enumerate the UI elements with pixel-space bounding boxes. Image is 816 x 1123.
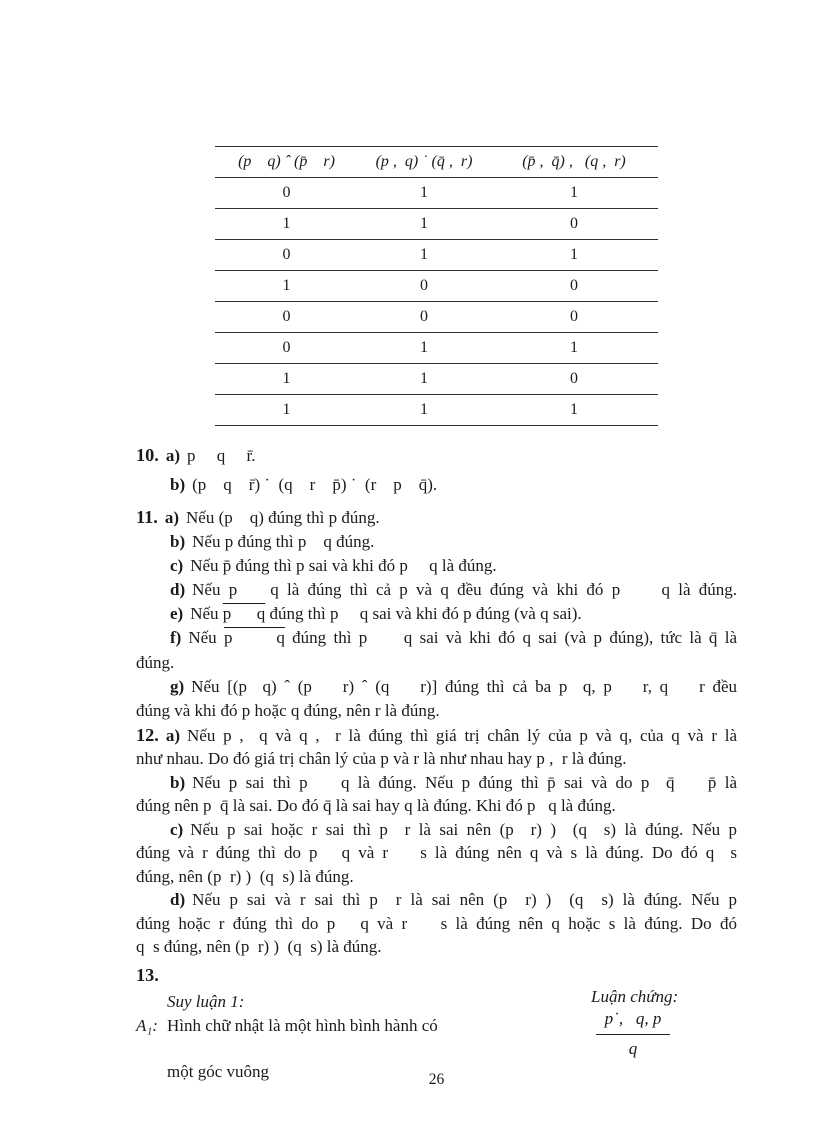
item-12 bbox=[136, 724, 737, 959]
item-12d-label: d) bbox=[170, 890, 186, 910]
table-cell: 0 bbox=[358, 302, 490, 333]
item-11g-label: g) bbox=[170, 676, 185, 696]
item-11e-line bbox=[136, 602, 737, 626]
item-10b-label: b) bbox=[170, 475, 186, 494]
item-10b-line bbox=[136, 470, 737, 499]
table-row bbox=[215, 333, 658, 364]
table-cell: 0 bbox=[358, 271, 490, 302]
item-10a-formula: p q r̄. bbox=[187, 446, 256, 465]
table-cell: 0 bbox=[490, 302, 658, 333]
item-11e-text-cont: đúng thì p q sai và khi đó p đúng (và q sai). bbox=[265, 604, 582, 624]
a1-text-line-2: một góc vuông bbox=[167, 1061, 269, 1081]
overline-expression: p q bbox=[222, 604, 266, 624]
page-content bbox=[136, 0, 737, 1092]
item-10a-line bbox=[136, 441, 737, 470]
item-12d-line-3: q s đúng, nên (p r) ) (q s) là đúng. bbox=[136, 937, 382, 957]
table-cell: 1 bbox=[490, 240, 658, 271]
item-12c-label: c) bbox=[170, 819, 184, 839]
table-cell: 0 bbox=[490, 271, 658, 302]
table-cell: 1 bbox=[358, 240, 490, 271]
item-12d-line-1 bbox=[136, 888, 737, 912]
table-row bbox=[215, 209, 658, 240]
table-header-cell: (p , q) ˙ (q̄ , r) bbox=[358, 147, 490, 178]
item-11f-text: Nếu bbox=[188, 628, 224, 648]
table-cell: 0 bbox=[215, 333, 358, 364]
page-number: 26 bbox=[428, 1071, 445, 1088]
item-11a-label: a) bbox=[164, 508, 180, 527]
item-12b-label: b) bbox=[170, 772, 186, 792]
item-12a-line-2: như nhau. Do đó giá trị chân lý của p và r là như nhau hay p , r là đúng. bbox=[136, 749, 627, 769]
table-cell: 1 bbox=[490, 395, 658, 426]
item-12c-line-2: đúng và r đúng thì do p q và r s là đúng nên q và s là đúng. Do đó q s bbox=[136, 843, 737, 863]
table-cell: 0 bbox=[215, 178, 358, 209]
item-12c-line-1 bbox=[136, 818, 737, 842]
table-cell: 1 bbox=[490, 333, 658, 364]
item-11d-text: Nếu p q là đúng thì cả p và q đều đúng và khi đó p q là đúng. bbox=[192, 580, 737, 600]
table-cell: 0 bbox=[215, 240, 358, 271]
argument-title: Luận chứng: bbox=[591, 986, 679, 1006]
item-11a-text: Nếu (p q) đúng thì p đúng. bbox=[186, 508, 380, 527]
item-12c-line-3: đúng, nên (p r) ) (q s) là đúng. bbox=[136, 866, 354, 886]
item-10b-formula: (p q r̄) ˙ (q r p̄) ˙ (r p q̄). bbox=[192, 475, 438, 494]
a1-text-line-1: Hình chữ nhật là một hình bình hành có bbox=[166, 1015, 438, 1035]
fraction-denominator: q bbox=[628, 1038, 638, 1058]
item-12b-text-1: Nếu p sai thì p q là đúng. Nếu p đúng thì p̄ sai và do p q̄ p̄ là bbox=[192, 772, 737, 792]
item-11f-text-cont: đúng thì p q sai và khi đó q sai (và p đúng), tức là q̄ là bbox=[284, 628, 738, 648]
item-11c-line bbox=[136, 554, 737, 578]
item-11c-text: Nếu p̄ đúng thì p sai và khi đó p q là đúng. bbox=[190, 556, 497, 576]
table-cell: 1 bbox=[358, 333, 490, 364]
table-cell: 0 bbox=[490, 209, 658, 240]
table-header-cell: (p q) ˆ (p̄ r) bbox=[215, 147, 358, 178]
table-header-cell: (p̄ , q̄) , (q , r) bbox=[490, 147, 658, 178]
table-cell: 1 bbox=[215, 395, 358, 426]
table-cell: 1 bbox=[215, 364, 358, 395]
table-row bbox=[215, 178, 658, 209]
table-cell: 1 bbox=[358, 395, 490, 426]
item-11 bbox=[136, 505, 737, 723]
table-cell: 1 bbox=[358, 209, 490, 240]
truth-table bbox=[215, 146, 658, 426]
item-11b-line bbox=[136, 530, 737, 554]
item-11f-line bbox=[136, 626, 737, 650]
item-11f-label: f) bbox=[170, 628, 182, 648]
table-row bbox=[215, 271, 658, 302]
item-12b-line-1 bbox=[136, 771, 737, 795]
table-cell: 0 bbox=[215, 302, 358, 333]
item-10 bbox=[136, 441, 737, 499]
reasoning-title: Suy luận 1: bbox=[167, 991, 245, 1011]
table-row bbox=[215, 395, 658, 426]
table-cell: 1 bbox=[215, 271, 358, 302]
table-cell: 0 bbox=[490, 364, 658, 395]
table-header-row bbox=[215, 147, 658, 178]
item-12d-text-1: Nếu p sai và r sai thì p r là sai nên (p r) ) (q s) là đúng. Nếu p bbox=[192, 890, 737, 910]
item-11-number: 11. bbox=[136, 507, 158, 527]
item-11d-line bbox=[136, 578, 737, 602]
item-12a-line-1 bbox=[136, 724, 737, 748]
table-cell: 1 bbox=[215, 209, 358, 240]
table-cell: 1 bbox=[358, 364, 490, 395]
item-11b-text: Nếu p đúng thì p q đúng. bbox=[192, 532, 375, 552]
item-11g-line bbox=[136, 675, 737, 699]
item-11f-continuation: đúng. bbox=[136, 652, 175, 672]
item-10a-label: a) bbox=[165, 446, 181, 465]
fraction-numerator: p˙, q, p bbox=[596, 1007, 671, 1035]
table-row bbox=[215, 240, 658, 271]
table-cell: 1 bbox=[358, 178, 490, 209]
table-row bbox=[215, 364, 658, 395]
item-11a-line bbox=[136, 505, 737, 530]
item-10-number: 10. bbox=[136, 445, 159, 465]
item-11d-label: d) bbox=[170, 580, 186, 600]
item-11c-label: c) bbox=[170, 556, 184, 576]
item-11g-continuation: đúng và khi đó p hoặc q đúng, nên r là đúng. bbox=[136, 700, 440, 720]
item-11b-label: b) bbox=[170, 532, 186, 552]
item-12a-label: a) bbox=[165, 725, 181, 745]
table-row bbox=[215, 302, 658, 333]
item-11g-text: Nếu [(p q) ˆ (p r) ˆ (q r)] đúng thì cả ba p q, p r, q r đều bbox=[191, 676, 737, 696]
item-12c-text-1: Nếu p sai hoặc r sai thì p r là sai nên (p r) ) (q s) là đúng. Nếu p bbox=[190, 819, 737, 839]
item-12a-text-1: Nếu p , q và q , r là đúng thì giá trị chân lý của p và q, của q và r là bbox=[187, 725, 737, 745]
item-13-number: 13. bbox=[136, 964, 159, 985]
table-cell: 1 bbox=[490, 178, 658, 209]
item-12-number: 12. bbox=[136, 724, 159, 745]
item-11e-label: e) bbox=[170, 604, 184, 624]
inference-fraction bbox=[585, 1007, 681, 1060]
item-11e-text: Nếu bbox=[190, 604, 223, 624]
overline-expression: p q bbox=[223, 628, 285, 648]
item-12b-line-2: đúng nên p q̄ là sai. Do đó q̄ là sai hay q là đúng. Khi đó p q là đúng. bbox=[136, 796, 616, 816]
a1-label: A₁: bbox=[136, 1015, 158, 1035]
item-12d-line-2: đúng hoặc r đúng thì do p q và r s là đúng nên q hoặc s là đúng. Do đó bbox=[136, 913, 737, 933]
